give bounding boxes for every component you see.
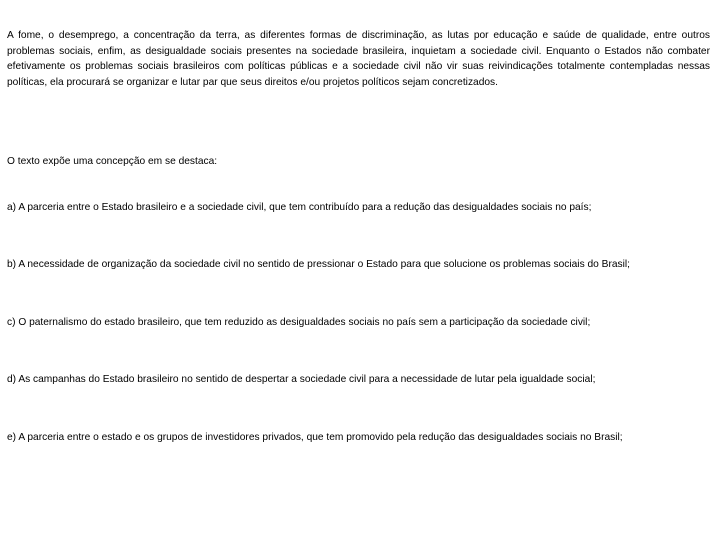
- question-prompt: O texto expõe uma concepção em se destaca:: [7, 156, 218, 167]
- answer-option-b[interactable]: b) A necessidade de organização da sociedade civil no sentido de pressionar o Estado para que solucione os problemas sociais do Brasil;: [7, 259, 630, 270]
- passage-text: A fome, o desemprego, a concentração da terra, as diferentes formas de discriminação, as lutas por educação e saúde de qualidade, entre outros problemas sociais, enfim, as desigualdade sociais presentes na sociedade brasileira, inquietam a sociedade civil. Enquanto o Estados não combater efetivamente os problemas sociais brasileiros com políticas públicas e a sociedade civil não vir suas reivindicações totalmente contempladas nessas políticas, ela procurará se organizar e lutar par que seus direitos e/ou projetos políticos sejam concretizados.: [7, 30, 710, 88]
- answer-option-d[interactable]: d) As campanhas do Estado brasileiro no sentido de despertar a sociedade civil para a necessidade de lutar pela igualdade social;: [7, 374, 596, 385]
- answer-option-e[interactable]: e) A parceria entre o estado e os grupos de investidores privados, que tem promovido pela redução das desigualdades sociais no Brasil;: [7, 432, 623, 443]
- answer-option-a[interactable]: a) A parceria entre o Estado brasileiro e a sociedade civil, que tem contribuído para a redução das desigualdades sociais no país;: [7, 202, 592, 213]
- answer-option-c[interactable]: c) O paternalismo do estado brasileiro, que tem reduzido as desigualdades sociais no país sem a participação da sociedade civil;: [7, 317, 591, 328]
